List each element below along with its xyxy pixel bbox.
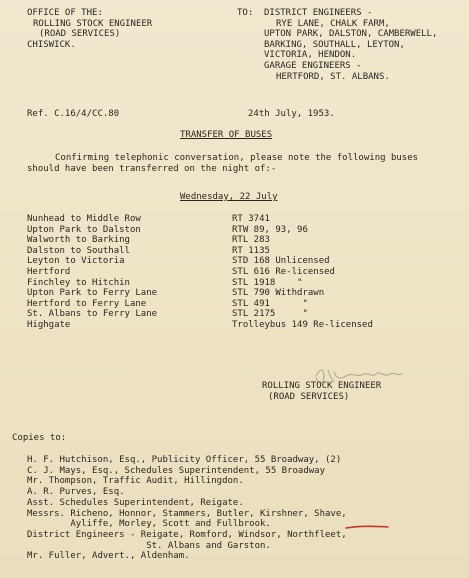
from-line: CHISWICK. [27, 39, 76, 50]
copies-list [27, 455, 347, 562]
transfer-bus: STD 168 Unlicensed [232, 256, 330, 267]
transfer-route: Hertford [27, 266, 71, 277]
copy-recipient: Mr. Thompson, Traffic Audit, Hillingdon. [27, 476, 244, 487]
to-address [264, 8, 437, 82]
transfer-buses [232, 214, 373, 331]
copy-recipient: H. F. Hutchison, Esq., Publicity Officer, 55 Broadway, (2) [27, 455, 342, 465]
transfer-day: Wednesday, 22 July [180, 192, 278, 202]
copy-recipient: Ayliffe, Morley, Scott and Fullbrook. [27, 519, 271, 530]
signoff [262, 381, 381, 402]
transfer-route: Upton Park to Dalston [27, 224, 141, 235]
signoff-line: (ROAD SERVICES) [268, 391, 350, 402]
letter-date: 24th July, 1953. [248, 109, 335, 119]
intro-line: should have been transferred on the night of:- [27, 163, 277, 174]
copy-recipient: A. R. Purves, Esq. [27, 487, 125, 498]
transfer-bus: STL 2175 " [232, 309, 308, 320]
red-underline-mark [345, 515, 389, 521]
transfer-route: Dalston to Southall [27, 245, 130, 256]
transfer-bus: RT 1135 [232, 245, 270, 256]
to-line: VICTORIA, HENDON. [264, 50, 357, 61]
transfer-route: Walworth to Barking [27, 235, 130, 246]
transfer-bus: STL 491 " [232, 298, 308, 309]
transfer-bus: RT 3741 [232, 214, 270, 224]
signoff-line: ROLLING STOCK ENGINEER [262, 381, 382, 391]
intro-paragraph [27, 153, 418, 174]
copy-recipient: C. J. Mays, Esq., Schedules Superintendent, 55 Broadway [27, 465, 326, 476]
transfer-bus: STL 616 Re-licensed [232, 266, 335, 277]
transfer-route: Leyton to Victoria [27, 256, 125, 267]
transfer-route: Nunhead to Middle Row [27, 214, 141, 224]
copy-recipient: St. Albans and Garston. [27, 540, 271, 551]
transfer-routes [27, 214, 157, 331]
to-line: BARKING, SOUTHALL, LEYTON, [264, 39, 405, 50]
to-line: RYE LANE, CHALK FARM, [276, 18, 390, 29]
transfer-bus: RTL 283 [232, 235, 270, 246]
to-label: TO: [237, 8, 254, 18]
from-line: (ROAD SERVICES) [39, 29, 121, 40]
to-line: DISTRICT ENGINEERS - [264, 8, 373, 18]
transfer-bus: STL 1918 " [232, 277, 303, 288]
transfer-route: Finchley to Hitchin [27, 277, 130, 288]
copy-recipient: Asst. Schedules Superintendent, Reigate. [27, 497, 244, 508]
from-line: ROLLING STOCK ENGINEER [33, 18, 153, 29]
intro-line: Confirming telephonic conversation, please note the following buses [55, 153, 419, 163]
document-title: TRANSFER OF BUSES [180, 130, 273, 140]
to-line: GARAGE ENGINEERS - [264, 60, 362, 71]
transfer-bus: Trolleybus 149 Re-licensed [232, 319, 373, 330]
from-line: OFFICE OF THE: [27, 8, 103, 18]
transfer-bus: STL 790 Withdrawn [232, 288, 325, 299]
transfer-bus: RTW 89, 93, 96 [232, 224, 308, 235]
copy-recipient: District Engineers - Reigate, Romford, Windsor, Northfleet, [27, 529, 347, 540]
copies-label: Copies to: [12, 433, 67, 443]
transfer-route: Hertford to Ferry Lane [27, 298, 147, 309]
from-address [27, 8, 152, 50]
transfer-route: Upton Park to Ferry Lane [27, 288, 158, 299]
transfer-route: St. Albans to Ferry Lane [27, 309, 158, 320]
transfer-route: Highgate [27, 319, 71, 330]
reference: Ref. C.16/4/CC.80 [27, 109, 120, 119]
copy-recipient: Messrs. Richeno, Honnor, Stammers, Butler, Kirshner, Shave, [27, 508, 347, 519]
to-line: UPTON PARK, DALSTON, CAMBERWELL, [264, 29, 438, 40]
copy-recipient: Mr. Fuller, Advert., Aldenham. [27, 551, 190, 562]
to-line: HERTFORD, ST. ALBANS. [276, 71, 390, 82]
